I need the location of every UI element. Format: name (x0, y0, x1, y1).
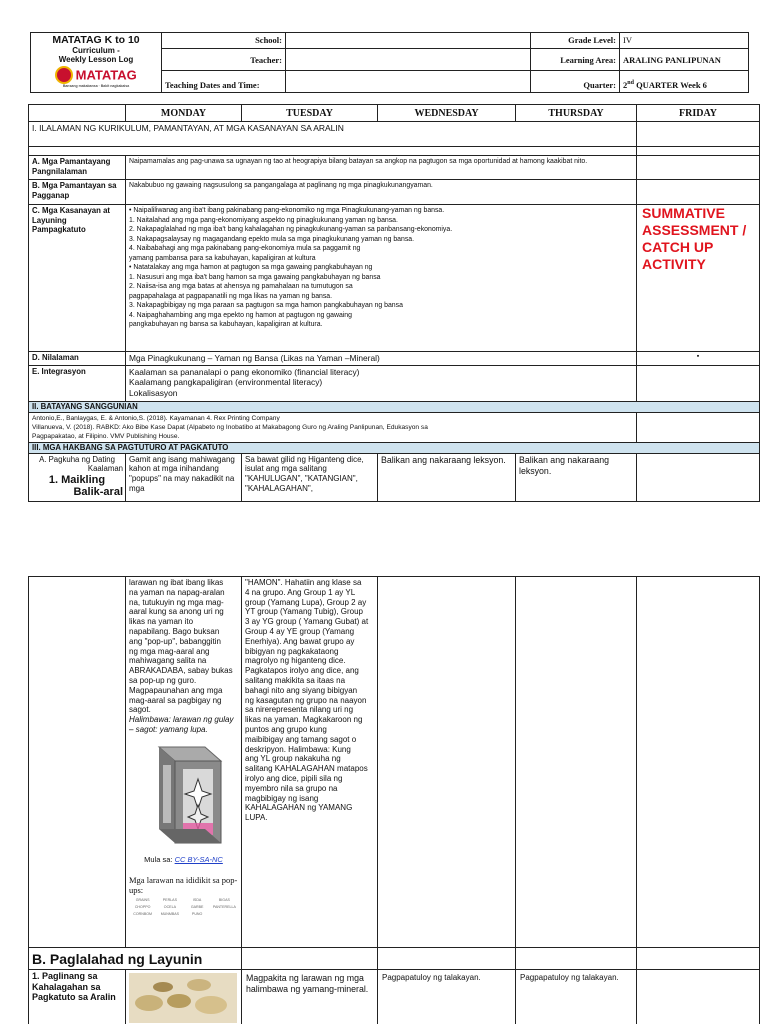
empty-cell (637, 156, 760, 180)
empty-cell (637, 970, 760, 1024)
empty-cell (242, 948, 378, 970)
objective-line: 1. Nasusuri ang mga iba't bang hamon sa mga gawaing pangkabuhayan ng bansa (129, 273, 381, 281)
integration-line: Kaalaman sa pananalapi o pang ekonomiko (financial literacy) (129, 366, 360, 377)
empty-cell (637, 147, 760, 156)
step-a-wednesday: Balikan ang nakaraang leksyon. (378, 453, 516, 501)
grade-label: Grade Level: (531, 33, 620, 49)
objective-line: 3. Nakapagsalaysay ng magagandang epekto mula sa mga pinagkukunang yaman ng bansa. (129, 235, 415, 243)
step-a-label-1: A. Pagkuha ng Dating (39, 454, 115, 464)
row-a-label: A. Mga Pamantayang Pangnilalaman (29, 156, 126, 180)
p2-b1-thursday: Pagpapatuloy ng talakayan. (516, 970, 637, 1024)
corner-cell (29, 105, 126, 122)
row-d-label: D. Nilalaman (29, 352, 126, 366)
day-monday: MONDAY (126, 105, 242, 122)
empty-cell (637, 365, 760, 401)
step-a-thursday: Balikan ang nakaraang leksyon. (516, 453, 637, 501)
activity-line: na, tutukuyin ng mga mag- (129, 597, 224, 607)
activity-line: ABRAKADABA, sabay bukas (129, 666, 233, 676)
objective-line: 2. Nakapaglalahad ng mga iba't bang kahalagahan ng pinagkukunang-yaman sa panbansang-ekonomiya. (129, 226, 453, 233)
objective-line: • Naipaliliwanag ang iba't ibang pakinabang pang-ekonomiko ng mga Pinagkukunang-yaman ng bansa. (129, 207, 445, 214)
activity-line: irolyo ang dice, pipili sila ng (245, 773, 343, 783)
integration-line: Kaalamang pangkapaligiran (environmental literacy) (129, 377, 323, 387)
row-c-label: C. Mga Kasanayan at Layuning Pampagkatuto (29, 205, 126, 352)
activity-line: sa nirerepresenta nilang uri ng (245, 705, 354, 715)
popup-word: CHOPPO (134, 904, 151, 909)
activity-line: aaral kung sa anong uri ng (129, 607, 224, 617)
step-a-label (29, 453, 126, 501)
empty-cell (516, 948, 637, 970)
day-thursday: THURSDAY (516, 105, 637, 122)
quarter-sup: nd (627, 80, 634, 87)
p2-monday (126, 577, 242, 948)
empty-cell (637, 180, 760, 205)
quarter-rest: QUARTER Week 6 (636, 80, 707, 90)
area-label: Learning Area: (531, 49, 620, 71)
friday-summative (637, 205, 760, 352)
popup-word: PERLAS (162, 897, 177, 902)
magic-box-image (139, 739, 231, 851)
lesson-table (28, 104, 760, 502)
dates-value (286, 71, 531, 93)
activity-line: "HAMON". Hahatiin ang klase sa (245, 578, 362, 587)
empty-cell (637, 948, 760, 970)
activity-line: sa pop-up ng guro. (129, 675, 197, 685)
activity-line: magbibigay ng isang (245, 793, 319, 803)
row-e-label: E. Integrasyon (29, 365, 126, 401)
activity-line: myembro nila sa grupo na (245, 783, 338, 793)
grade-value: IV (620, 33, 749, 49)
empty-cell (516, 577, 637, 948)
activity-line: ang "pop-up", babanggitin (129, 636, 221, 646)
p2-b1-tuesday: Magpakita ng larawan ng mga halimbawa ng yamang-mineral. (242, 970, 378, 1024)
activity-line: salitang makikita sa itaas na (245, 675, 346, 685)
day-friday: FRIDAY (637, 105, 760, 122)
empty-cell (637, 412, 760, 442)
activity-line: bibigyan ng pagkakataong (245, 646, 339, 656)
row-d-text: Mga Pinagkukunang – Yaman ng Bansa (Likas na Yaman –Mineral) (126, 352, 637, 366)
activity-line: na yaman na napag-aralan (129, 587, 225, 597)
doc-subtitle-2: Weekly Lesson Log (58, 55, 134, 64)
school-value (286, 33, 531, 49)
minerals-image (129, 973, 237, 1023)
image-source (129, 855, 238, 865)
step-a-tuesday: Sa bawat gilid ng Higanteng dice, isulat ang mga salitang "KAHULUGAN", "KATANGIAN", "KAHALAGAHAN", (242, 453, 378, 501)
objective-line: 3. Nakapagbibigay ng mga paraan sa pagtugon sa mga hamon pangkabuhayan ng bansa (129, 302, 403, 309)
activity-line: sagot. (129, 705, 151, 715)
reference-line: Antonio,E., Banlaygas, E. & Antonio,S. (2018). Kayamanan 4. Rex Printing Company (32, 414, 280, 422)
activity-line: maibibigay ang tamang sagot o (245, 734, 357, 744)
activity-line: likas na yaman ito (129, 617, 194, 627)
activity-line: YT group (Yamang Tubig), Group (245, 607, 363, 617)
popup-word: PUNO (191, 911, 203, 916)
p2-b1-monday (126, 970, 242, 1024)
activity-line: group (Yamang Lupa), Group 2 ay (245, 597, 367, 607)
summative-text: SUMMATIVE ASSESSMENT / CATCH UP ACTIVITY (642, 205, 747, 272)
step-a-label-3: 1. Maikling (48, 474, 106, 487)
popup-word: MUNMBAS (160, 911, 180, 916)
activity-line: magrolyo ng higanteng dice. (245, 656, 346, 666)
header-logo-cell (31, 33, 162, 93)
objective-line: 2. Naiisa-isa ang mga batas at ahensya ng pamahalaan na tumutugon sa (129, 283, 353, 290)
activity-line: LUPA. (245, 813, 268, 823)
activity-line: salitang KAHALAGAHAN matapos (245, 764, 368, 774)
doc-title: MATATAG K to 10 (52, 34, 140, 46)
school-label: School: (162, 33, 286, 49)
row-a-text: Naipamamalas ang pag-unawa sa ugnayan ng tao at heograpiya bilang batayan sa angkop na pagtugon sa mga oportunidad at hamong kaakibat nito. (126, 156, 637, 180)
activity-line: likas na yaman. Magkakaroon ng (245, 715, 363, 725)
step-a-monday: Gamit ang isang mahiwagang kahon at mga inihandang "popups" na may nakadikit na mga (126, 453, 242, 501)
objective-line: pagpapahalaga at pagpapanatili ng mga likas na yaman ng bansa. (129, 292, 333, 300)
doc-subtitle: Curriculum - (72, 46, 120, 55)
activity-line: ng mga mag-aaral ang (129, 646, 210, 656)
objective-line: 4. Naipaghahambing ang mga epekto ng hamon at pagtugon ng gawaing (129, 311, 352, 319)
empty-cell (637, 453, 760, 501)
popup-word: CORNBOM (133, 911, 153, 916)
objective-line: pangkabuhayan ng bansa sa kabuhayan, kapaligiran at kultura. (129, 321, 323, 328)
step-a-label-2: Kaalaman (87, 464, 123, 474)
objective-line: yamang pambansa para sa kabuhayan, kapaligiran at kultura (129, 254, 316, 262)
popup-word (211, 911, 238, 918)
lesson-table-continued (28, 576, 760, 1024)
source-prefix: Mula sa: (144, 854, 175, 864)
activity-line: Group 4 ay YE group (Yamang (245, 626, 355, 636)
activity-line: 3 ay YG group ( Yamang Gubat) at (245, 617, 369, 627)
step-a-label-4: Balik-aral (73, 486, 123, 499)
popup-caption: Mga larawan na ididikit sa pop-ups: (129, 874, 238, 895)
objective-line: 4. Naibabahagi ang mga pakinabang pang-ekonomiya mula sa paggamit ng (129, 245, 361, 252)
references (29, 412, 637, 442)
empty-cell (378, 948, 516, 970)
activity-line: 4 na grupo. Ang Group 1 ay YL (245, 587, 356, 597)
logo-text: MATATAG (75, 67, 137, 83)
activity-line: bahagi nito ang siyang bibigyan (245, 685, 358, 695)
section-3-heading: III. MGA HAKBANG SA PAGTUTURO AT PAGKATUTO (29, 442, 760, 453)
activity-line: KAHALAGAHAN ng YAMANG (245, 803, 353, 813)
activity-line: ng kasagutan ng grupo na naayon (245, 695, 367, 705)
day-wednesday: WEDNESDAY (378, 105, 516, 122)
activity-line: Pagkatapos irolyo ang dice, ang (245, 666, 359, 676)
empty-cell (378, 577, 516, 948)
activity-line: puntos ang grupo kung (245, 724, 327, 734)
logo-tagline: Bansang makabansa · Bakit nagkakaisa (62, 84, 130, 88)
header-table (30, 32, 749, 93)
activity-line: Magpapaunahan ang mga (129, 685, 223, 695)
row-b-text: Nakabubuo ng gawaing nagsusulong sa pangangalaga at paglinang ng mga pinagkukunangyaman. (126, 180, 637, 205)
example-text: Halimbawa: larawan ng gulay – sagot: yamang lupa. (129, 715, 234, 734)
area-value: ARALING PANLIPUNAN (620, 49, 749, 71)
quarter-number: 2 (623, 80, 628, 90)
row-b1-label: 1. Paglinang sa Kahalagahan sa Pagkatuto sa Aralin (29, 970, 126, 1024)
empty-label-cell (29, 577, 126, 948)
reference-line: Pagpapakatao, at Filipino. VMV Publishing House. (32, 432, 180, 440)
friday-bullet: ▪ (637, 352, 760, 366)
activity-line: napabilang. Bago buksan (129, 626, 220, 636)
activity-line: deskripyon. Halimbawa: Kung (245, 744, 351, 754)
popup-word: ISDA (192, 897, 202, 902)
dates-label: Teaching Dates and Time: (162, 71, 286, 93)
activity-line: larawan ng ibat ibang likas (129, 578, 224, 587)
p2-b1-wednesday: Pagpapatuloy ng talakayan. (378, 970, 516, 1024)
popup-word: GRAINS (135, 897, 150, 902)
activity-line: mahiwagang salita na (129, 656, 207, 666)
teacher-value (286, 49, 531, 71)
teacher-label: Teacher: (162, 49, 286, 71)
empty-cell (637, 122, 760, 147)
source-link[interactable]: CC BY-SA-NC (174, 854, 223, 864)
row-e-text (126, 365, 637, 401)
popup-word: GARBE (190, 904, 204, 909)
popup-words-grid (129, 897, 238, 918)
section-b-heading: B. Paglalahad ng Layunin (29, 948, 242, 970)
quarter-label: Quarter: (531, 71, 620, 93)
reference-line: Villanueva, V. (2018). RABKD: Ako Bibe Kase Dapat (Alpabeto ng Inobatibo at Makabagong Guro ng Araling Panlipunan, Edukasyon sa (32, 423, 428, 431)
activity-line: mag-aaral sa pagbigay ng (129, 695, 222, 705)
empty-cell (637, 577, 760, 948)
popup-word: OCELA (163, 904, 176, 909)
objective-line: • Natatalakay ang mga hamon at pagtugon sa mga gawaing pangkabuhayan ng (129, 264, 373, 271)
matatag-logo (33, 66, 159, 84)
popup-word: BIGAS (218, 897, 230, 902)
activity-line: ang YL group nakakuha ng (245, 754, 341, 764)
section-1-heading: I. ILALAMAN NG KURIKULUM, PAMANTAYAN, AT MGA KASANAYAN SA ARALIN (29, 122, 637, 147)
objective-line: 1. Naitalahad ang mga pang-ekonomiyang aspekto ng pinagkukunang yaman ng bansa. (129, 216, 398, 224)
integration-line: Lokalisasyon (129, 387, 178, 398)
day-tuesday: TUESDAY (242, 105, 378, 122)
row-c-text (126, 205, 637, 352)
spacer-row (29, 147, 637, 156)
activity-line: Enerhiya). Ang bawat grupo ay (245, 636, 355, 646)
deped-seal-icon (55, 66, 73, 84)
row-b-label: B. Mga Pamantayan sa Pagganap (29, 180, 126, 205)
p2-tuesday (242, 577, 378, 948)
popup-word: PANTERELLA (212, 904, 236, 909)
quarter-value (620, 71, 749, 93)
section-2-heading: II. BATAYANG SANGGUNIAN (29, 401, 760, 412)
